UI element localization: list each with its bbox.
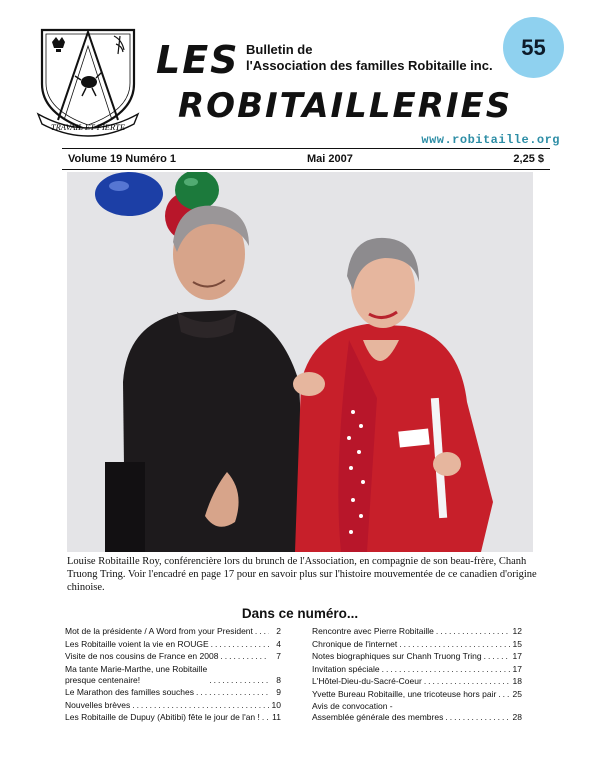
toc-leader	[196, 687, 269, 698]
toc-item-title: Chronique de l'internet	[312, 638, 398, 649]
toc-item-title: Yvette Bureau Robitaille, une tricoteuse hors pair	[312, 688, 497, 699]
toc-item-title: Les Robitaille voient la vie en ROUGE	[65, 638, 209, 649]
toc-item-title: Visite de nos cousins de France en 2008	[65, 651, 219, 661]
toc-item-page: 9	[276, 687, 281, 697]
toc-item-title: Avis de convocation - Assemblée générale des membres	[312, 701, 444, 722]
toc-item-title: Le Marathon des familles souches	[65, 687, 194, 697]
issue-number-badge: 55	[503, 17, 564, 78]
toc-item-page: 4	[276, 638, 281, 649]
toc-left-column	[65, 626, 281, 725]
toc-item-page: 17	[512, 651, 522, 661]
toc-leader	[220, 651, 269, 662]
toc-item-page: 18	[512, 676, 522, 686]
toc-item-page: 7	[276, 651, 281, 661]
toc-right-column	[312, 626, 522, 725]
website-link[interactable]: www.robitaille.org	[421, 133, 560, 147]
toc-item-page: 28	[512, 712, 522, 722]
toc-item[interactable]	[65, 687, 281, 698]
photo-caption: Louise Robitaille Roy, conférencière lors du brunch de l'Association, en compagnie de son beau-frère, Chanh Truong Tring. Voir l'encadré en page 17 pour en savoir plus sur l'histoire mouvementée de ce canadien d'origine chinoise.	[67, 556, 537, 593]
toc-item-page: 25	[512, 688, 522, 699]
toc-leader	[382, 664, 510, 675]
toc-leader	[262, 712, 269, 723]
toc-item-title: Les Robitaille de Dupuy (Abitibi) fête le jour de l'an !	[65, 712, 260, 722]
price-label: 2,25 $	[513, 153, 544, 165]
cover-photo	[67, 172, 533, 552]
toc-leader	[424, 676, 510, 687]
toc-leader	[209, 675, 269, 686]
toc-leader	[399, 639, 510, 650]
bulletin-subtitle	[246, 42, 493, 74]
issue-meta-row	[62, 148, 550, 170]
toc-item-title: Invitation spéciale	[312, 663, 380, 674]
masthead-title-robitailleries: ROBITAILLERIES	[178, 86, 513, 126]
toc-item-page: 8	[276, 674, 281, 685]
toc-item-page: 2	[276, 626, 281, 636]
toc-leader	[436, 626, 510, 637]
toc-item-page: 11	[272, 712, 281, 722]
toc-item[interactable]	[312, 676, 522, 687]
toc-item[interactable]	[65, 664, 281, 686]
toc-leader	[255, 626, 269, 637]
toc-item[interactable]	[65, 700, 281, 711]
toc-leader	[484, 651, 510, 662]
toc-leader	[445, 712, 510, 723]
subtitle-line-2: l'Association des familles Robitaille inc.	[246, 58, 493, 73]
toc-item-title: Mot de la présidente / A Word from your President	[65, 626, 253, 636]
toc-item[interactable]	[65, 651, 281, 662]
toc-item-title: Nouvelles brèves	[65, 699, 131, 710]
toc-item-title: Ma tante Marie-Marthe, une Robitaille presque centenaire!	[65, 663, 208, 685]
toc-leader	[498, 689, 510, 700]
toc-item-title: Notes biographiques sur Chanh Truong Tring	[312, 651, 482, 661]
toc-item[interactable]	[65, 639, 281, 650]
toc-leader	[211, 639, 269, 650]
toc-heading: Dans ce numéro...	[241, 606, 359, 621]
volume-label: Volume 19 Numéro 1	[68, 153, 176, 165]
toc-item-page: 17	[512, 663, 522, 674]
toc-item[interactable]	[65, 626, 281, 637]
masthead-title-les: LES	[156, 38, 240, 82]
toc-item[interactable]	[312, 701, 522, 723]
crest-motto: TRAVAIL ET FIERTE	[50, 122, 126, 132]
toc-item[interactable]	[312, 651, 522, 662]
issue-date: Mai 2007	[307, 153, 353, 165]
toc-item-page: 12	[512, 626, 522, 636]
toc-item-title: L'Hôtel-Dieu-du-Sacré-Coeur	[312, 676, 422, 686]
toc-item-page: 15	[512, 638, 522, 649]
toc-item[interactable]	[312, 689, 522, 700]
toc-item[interactable]	[312, 664, 522, 675]
subtitle-line-1: Bulletin de	[246, 42, 313, 57]
toc-item[interactable]	[312, 639, 522, 650]
toc-item[interactable]	[65, 712, 281, 723]
toc-item-title: Rencontre avec Pierre Robitaille	[312, 626, 434, 636]
toc-leader	[132, 700, 269, 711]
heraldic-crest-icon	[34, 22, 142, 140]
toc-item[interactable]	[312, 626, 522, 637]
toc-item-page: 10	[271, 699, 281, 710]
